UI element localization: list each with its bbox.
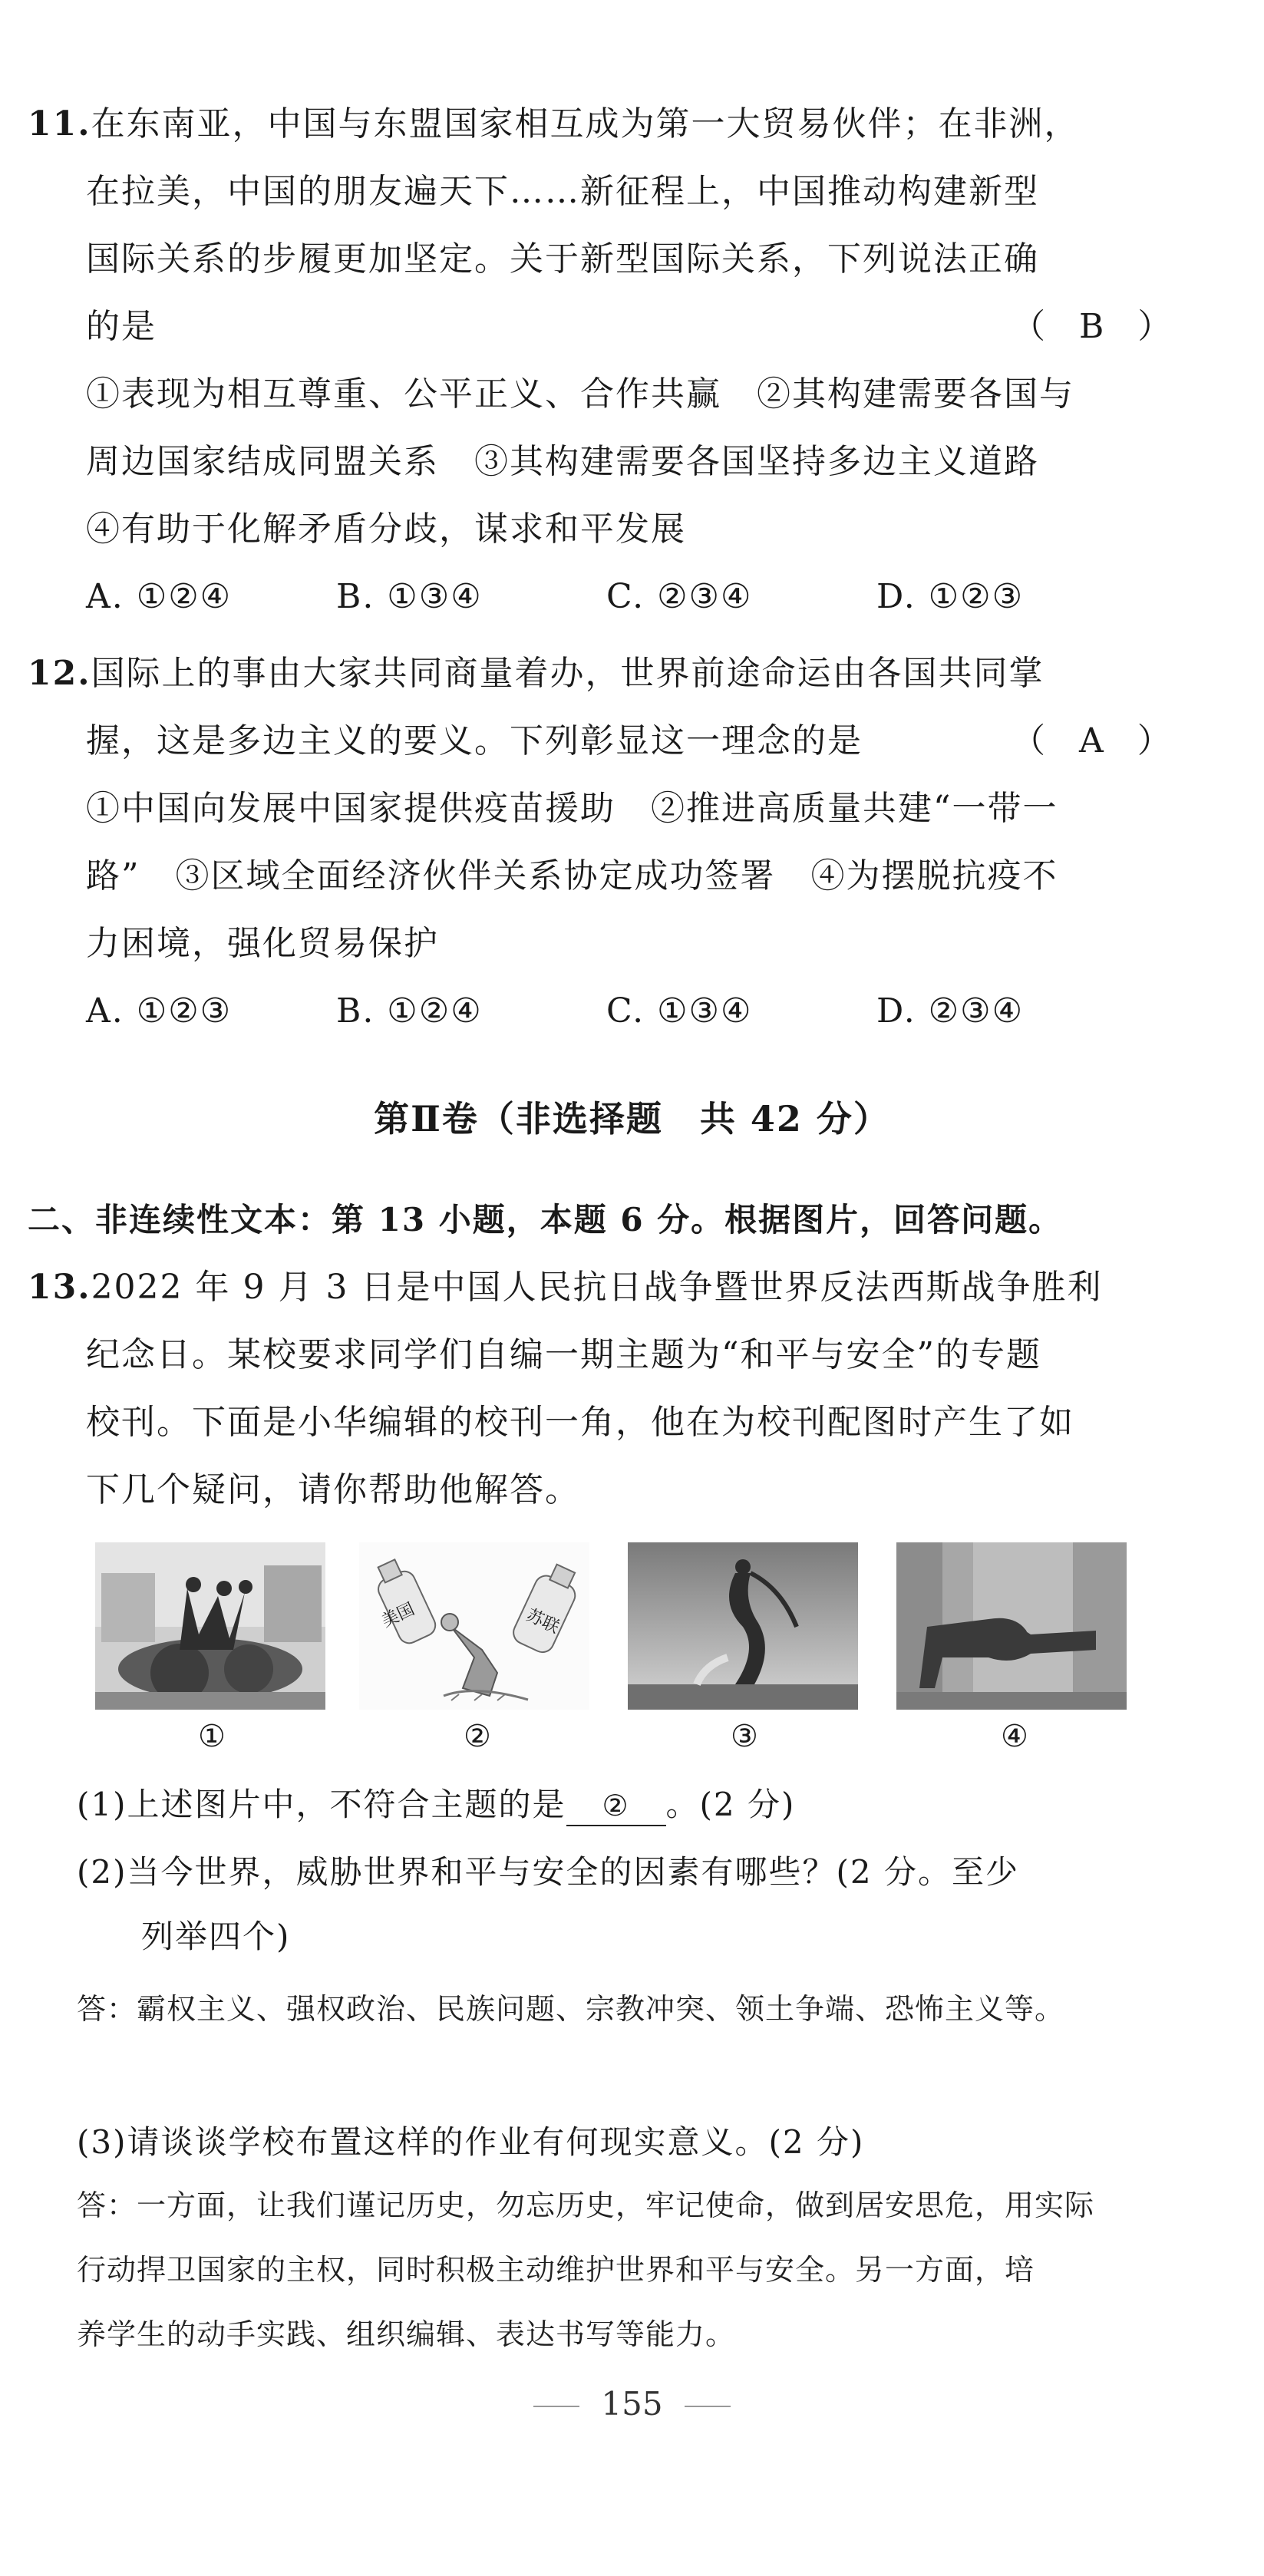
answer-3-line: 养学生的动手实践、组织编辑、表达书写等能力。 [77, 2317, 736, 2351]
sub-question-2-cont: 列举四个) [141, 1918, 291, 1955]
option-a: A. ①②③ [86, 991, 233, 1031]
photo-sculpture-group [95, 1542, 325, 1710]
photo-statue [628, 1542, 858, 1710]
option-d: D. ②③④ [876, 991, 1025, 1031]
page-number: 155 [601, 2385, 663, 2423]
statement-line: 路” ③区域全面经济伙伴关系协定成功签署 ④为摆脱抗疫不 [86, 856, 1058, 895]
answer-2: 答：霸权主义、强权政治、民族问题、宗教冲突、领土争端、恐怖主义等。 [77, 1992, 1065, 2026]
statement-line: ④有助于化解矛盾分歧，谋求和平发展 [86, 510, 686, 549]
photo-caption-1: ① [198, 1719, 226, 1754]
statement-line: 力困境，强化贸易保护 [86, 924, 439, 963]
footer-dash [685, 2406, 731, 2407]
section-title: 第Ⅱ卷（非选择题 共 42 分） [374, 1098, 890, 1140]
statement-line: ①中国向发展中国家提供疫苗援助 ②推进高质量共建“一带一 [86, 789, 1058, 828]
question-number: 12. [28, 654, 91, 693]
bottle-label-right: 苏联 [523, 1605, 563, 1638]
question-text-line: 纪念日。某校要求同学们自编一期主题为“和平与安全”的专题 [86, 1335, 1041, 1374]
question-number: 11. [28, 104, 91, 143]
photo-caption-3: ③ [731, 1719, 758, 1754]
option-c: C. ①③④ [606, 991, 753, 1031]
question-text-line: 握，这是多边主义的要义。下列彰显这一理念的是 [86, 721, 863, 760]
sub-question-3: (3)请谈谈学校布置这样的作业有何现实意义。(2 分) [77, 2123, 865, 2161]
question-text-line: 在拉美，中国的朋友遍天下……新征程上，中国推动构建新型 [86, 172, 1039, 211]
question-text-line: 在东南亚，中国与东盟国家相互成为第一大贸易伙伴；在非洲， [91, 104, 1080, 143]
question-text-line: 国际上的事由大家共同商量着办，世界前途命运由各国共同掌 [91, 654, 1045, 693]
section-instruction: 二、非连续性文本：第 13 小题，本题 6 分。根据图片，回答问题。 [28, 1201, 1063, 1239]
question-text-line: 国际关系的步履更加坚定。关于新型国际关系，下列说法正确 [86, 239, 1039, 279]
option-b: B. ①③④ [336, 577, 483, 616]
question-number: 13. [28, 1268, 91, 1307]
question-text-line: 的是 [86, 307, 157, 346]
answer-bracket: （ B ） [1012, 307, 1172, 346]
sub-question-2: (2)当今世界，威胁世界和平与安全的因素有哪些？(2 分。至少 [77, 1853, 1019, 1891]
question-text-line: 校刊。下面是小华编辑的校刊一角，他在为校刊配图时产生了如 [86, 1403, 1074, 1442]
answer-blank: ② [566, 1786, 666, 1826]
option-a: A. ①②④ [86, 577, 233, 616]
page-number-footer [0, 2385, 1264, 2423]
option-d: D. ①②③ [876, 577, 1025, 616]
photo-knotted-gun [896, 1542, 1127, 1710]
question-text-line: 下几个疑问，请你帮助他解答。 [86, 1470, 580, 1509]
answer-bracket: （ A ） [1012, 721, 1171, 760]
footer-dash [533, 2406, 579, 2407]
answer-3-line: 答：一方面，让我们谨记历史，勿忘历史，牢记使命，做到居安思危，用实际 [77, 2188, 1095, 2222]
photo-caption-4: ④ [1001, 1719, 1028, 1754]
statement-line: 周边国家结成同盟关系 ③其构建需要各国坚持多边主义道路 [86, 442, 1039, 481]
statement-line: ①表现为相互尊重、公平正义、合作共赢 ②其构建需要各国与 [86, 374, 1074, 414]
question-text-line: 2022 年 9 月 3 日是中国人民抗日战争暨世界反法西斯战争胜利 [91, 1268, 1103, 1307]
option-c: C. ②③④ [606, 577, 753, 616]
option-b: B. ①②④ [336, 991, 483, 1031]
bottle-label-left: 美国 [378, 1599, 418, 1631]
photo-cartoon [359, 1542, 589, 1710]
answer-3-line: 行动捍卫国家的主权，同时积极主动维护世界和平与安全。另一方面，培 [77, 2253, 1035, 2287]
photo-caption-2: ② [464, 1719, 491, 1754]
sub-question-1: (1)上述图片中，不符合主题的是 ② 。(2 分) [77, 1782, 795, 1828]
